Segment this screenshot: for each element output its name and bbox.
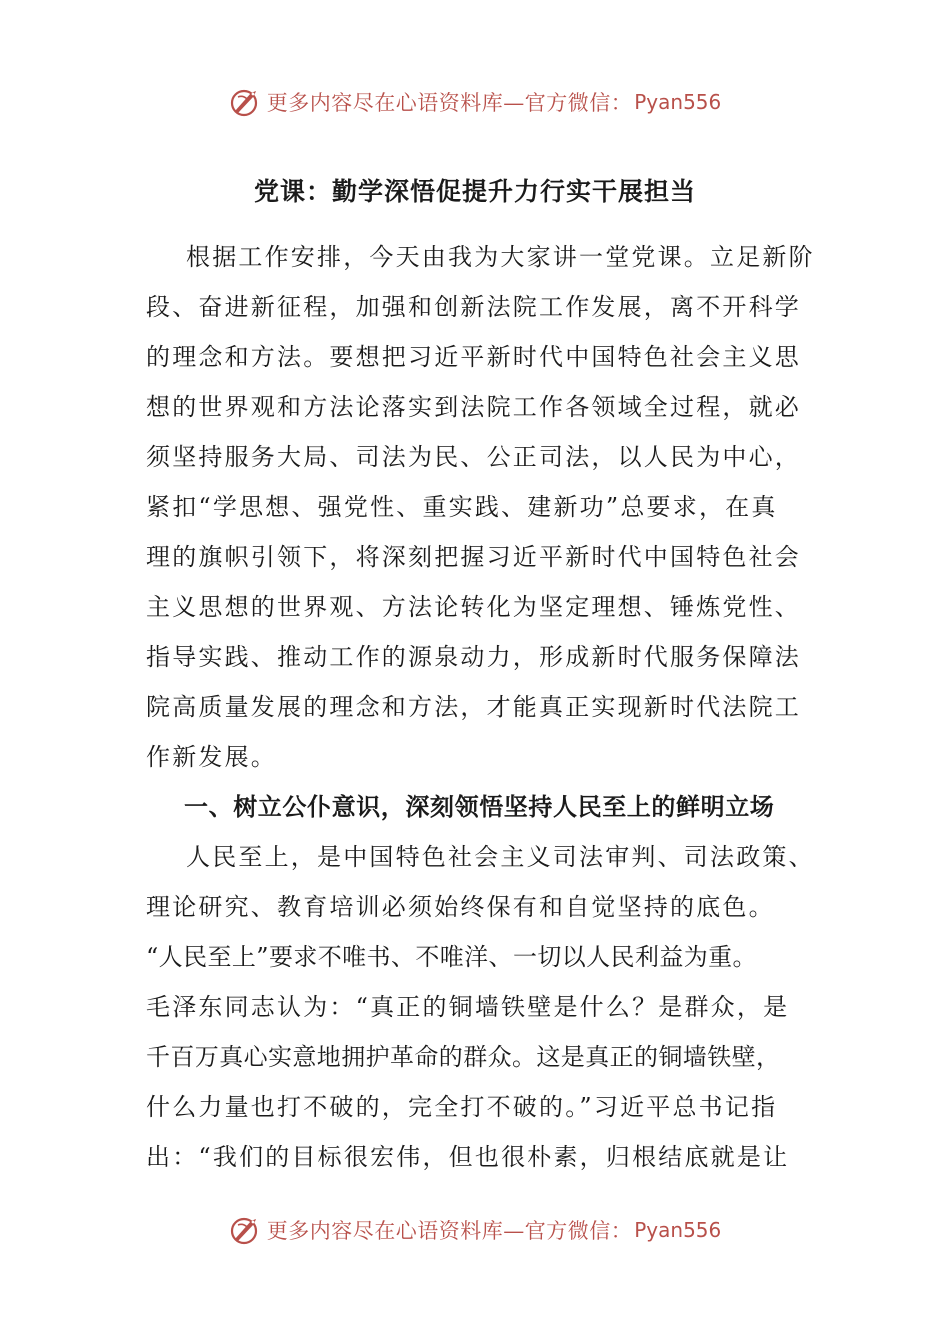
body-line: 紧扣“学思想、强党性、重实践、建新功”总要求，在真 <box>146 493 778 521</box>
watermark-wechat-id: Pyan556 <box>634 90 722 114</box>
watermark-wechat-id: Pyan556 <box>634 1218 722 1242</box>
watermark-text: 更多内容尽在心语资料库—官方微信： <box>266 1219 633 1243</box>
body-line: 段、奋进新征程，加强和创新法院工作发展，离不开科学 <box>146 293 801 321</box>
body-line: 根据工作安排，今天由我为大家讲一堂党课。立足新阶 <box>186 243 815 271</box>
document-title: 党课：勤学深悟促提升力行实干展担当 <box>253 177 696 206</box>
watermark-banner-bottom <box>0 1210 950 1250</box>
body-line: 理论研究、教育培训必须始终保有和自觉坚持的底色。 <box>146 893 775 921</box>
body-line: 千百万真心实意地拥护革命的群众。这是真正的铜墙铁壁， <box>146 1043 781 1071</box>
body-line: 院高质量发展的理念和方法，才能真正实现新时代法院工 <box>146 693 801 721</box>
pen-logo-icon <box>229 1213 263 1247</box>
body-line: 出：“我们的目标很宏伟，但也很朴素，归根结底就是让 <box>146 1143 790 1171</box>
watermark-banner-top <box>0 82 950 122</box>
body-line: “人民至上”要求不唯书、不唯洋、一切以人民利益为重。 <box>146 943 757 971</box>
body-line: 须坚持服务大局、司法为民、公正司法，以人民为中心， <box>146 443 801 471</box>
body-line: 的理念和方法。要想把习近平新时代中国特色社会主义思 <box>146 343 801 371</box>
body-line: 毛泽东同志认为：“真正的铜墙铁壁是什么？是群众，是 <box>146 993 790 1021</box>
body-line: 作新发展。 <box>146 743 277 771</box>
section-heading: 一、树立公仆意识，深刻领悟坚持人民至上的鲜明立场 <box>184 793 775 821</box>
body-line: 什么力量也打不破的，完全打不破的。”习近平总书记指 <box>146 1093 778 1121</box>
body-line: 指导实践、推动工作的源泉动力，形成新时代服务保障法 <box>146 643 801 671</box>
body-line: 想的世界观和方法论落实到法院工作各领域全过程，就必 <box>146 393 801 421</box>
body-line: 人民至上，是中国特色社会主义司法审判、司法政策、 <box>186 843 815 871</box>
body-line: 主义思想的世界观、方法论转化为坚定理想、锤炼党性、 <box>146 593 801 621</box>
watermark-text: 更多内容尽在心语资料库—官方微信： <box>266 91 633 115</box>
pen-logo-icon <box>229 85 263 119</box>
body-line: 理的旗帜引领下，将深刻把握习近平新时代中国特色社会 <box>146 543 801 571</box>
document-body <box>146 232 815 1182</box>
